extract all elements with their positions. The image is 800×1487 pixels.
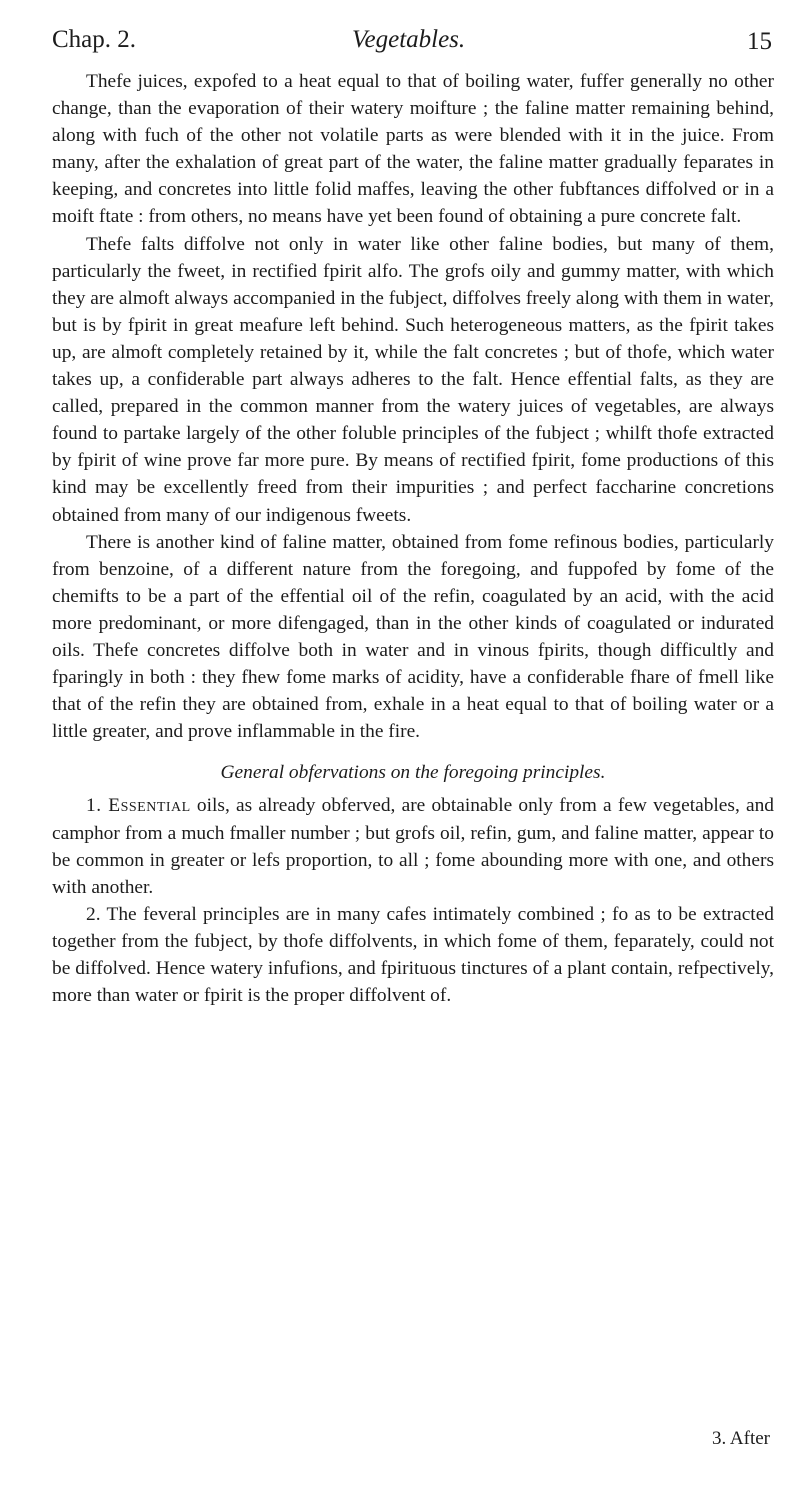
running-title: Vegetables. [352, 26, 466, 53]
running-header [52, 20, 772, 68]
body-text [52, 68, 774, 1009]
observation-1-text: oils, as already obferved, are obtainable only from a few vegetables, and camphor from a much fmaller number ; but grofs oil, refin, gum, and faline matter, appear to be common in greater or lefs proportion, to all ; fome abounding more with one, and others with another. [52, 795, 774, 898]
section-subheading: General obfervations on the foregoing principles. [220, 762, 606, 784]
page-number: 15 [747, 28, 772, 55]
paragraph-observation-1 [52, 792, 774, 900]
observation-1-lead: 1. Essential [86, 795, 191, 817]
paragraph-juices: Thefe juices, expofed to a heat equal to that of boiling water, fuffer generally no other change, than the evaporation of their watery moifture ; the faline matter remaining behind, along with fuch of the other not volatile parts as were blended with it in the juice. From many, after the exhalation of great part of the water, the faline matter gradually feparates in keeping, and concretes into little folid maffes, leaving the other fubftances diffolved or in a moift ftate : from others, no means have yet been found of obtaining a pure concrete falt. [52, 71, 774, 228]
paragraph-observation-2: 2. The feveral principles are in many cafes intimately combined ; fo as to be extracted together from the fubject, by thofe diffolvents, in which fome of them, feparately, could not be diffolved. Hence watery infufions, and fpirituous tinctures of a plant contain, refpectively, more than water or fpirit is the proper diffolvent of. [52, 903, 774, 1007]
paragraph-salts-dissolve: Thefe falts diffolve not only in water like other faline bodies, but many of them, particularly the fweet, in rectified fpirit alfo. The grofs oily and gummy matter, with which they are almoft always accompanied in the fubject, diffolves freely along with them in water, but is by fpirit in great meafure left behind. Such heterogeneous matters, as the fpirit takes up, are almoft completely retained by it, while the falt concretes ; but of thofe, which water takes up, a confiderable part always adheres to the falt. Hence effential falts, as they are called, prepared in the common manner from the watery juices of vegetables, are always found to partake largely of the other foluble principles of the fubject ; whilft thofe extracted by fpirit of wine prove far more pure. By means of rectified fpirit, fome productions of this kind may be excellently freed from their impurities ; and perfect faccharine concretions obtained from many of our indigenous fweets. [52, 233, 774, 526]
catchword: 3. After [711, 1428, 770, 1449]
paragraph-benzoine: There is another kind of faline matter, obtained from fome refinous bodies, particularly from benzoine, of a different nature from the foregoing, and fuppofed by fome of the chemifts to be a part of the effential oil of the refin, coagulated by an acid, with the acid more predominant, or more difengaged, than in the other kinds of coagulated or indurated oils. Thefe concretes diffolve both in water and in vinous fpirits, though difficultly and fparingly in both : they fhew fome marks of acidity, have a confiderable fhare of fmell like that of the refin they are obtained from, exhale in a heat equal to that of boiling water or a little greater, and prove inflammable in the fire. [52, 531, 774, 743]
chapter-label: Chap. 2. [52, 26, 137, 53]
